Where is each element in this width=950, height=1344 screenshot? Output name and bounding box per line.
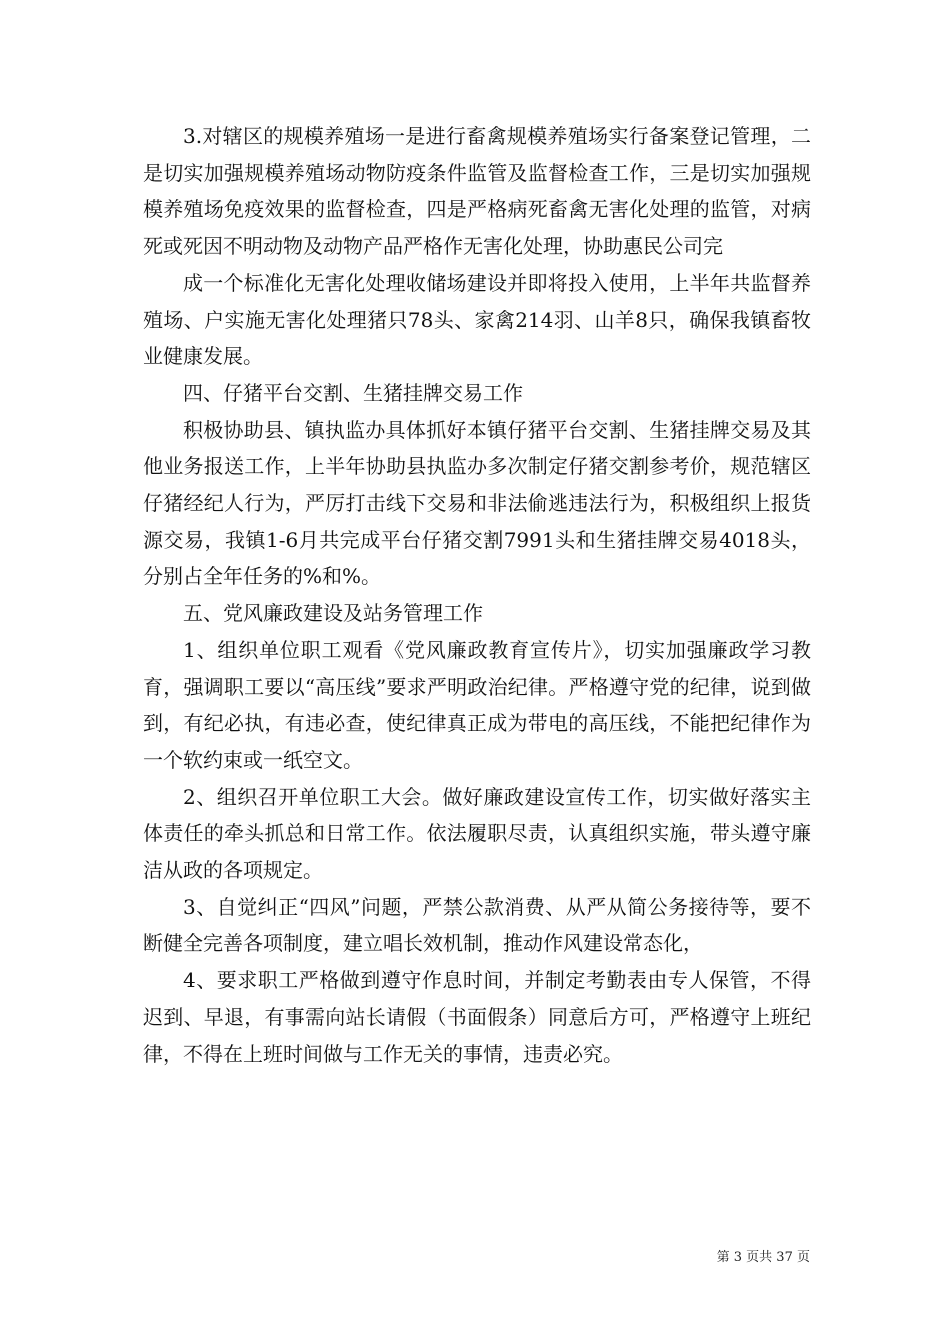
footer-middle: 页共	[746, 1250, 773, 1265]
page-number-footer	[650, 1246, 810, 1265]
paragraph-section-4: 积极协助县、镇执监办具体抓好本镇仔猪平台交割、生猪挂牌交易及其他业务报送工作，上半年协助县执监办多次制定仔猪交割参考价，规范辖区仔猪经纪人行为，严厉打击线下交易和非法偷逃违法行为，积极组织上报货源交易，我镇1-6月共完成平台仔猪交割7991头和生猪挂牌交易4018头，分别占全年任务的%和%。	[143, 417, 811, 589]
paragraph-item-4: 4、要求职工严格做到遵守作息时间，并制定考勤表由专人保管，不得迟到、早退，有事需向站长请假（书面假条）同意后方可，严格遵守上班纪律，不得在上班时间做与工作无关的事情，违责必究。	[143, 968, 811, 1066]
section-heading-5: 五、党风廉政建设及站务管理工作	[183, 601, 483, 626]
footer-current-page: 3	[733, 1250, 742, 1265]
footer-suffix: 页	[796, 1250, 810, 1265]
footer-prefix: 第	[716, 1250, 730, 1265]
footer-total-pages: 37	[776, 1250, 793, 1265]
paragraph-item-2: 2、组织召开单位职工大会。做好廉政建设宣传工作，切实做好落实主体责任的牵头抓总和日常工作。依法履职尽责，认真组织实施，带头遵守廉洁从政的各项规定。	[143, 784, 811, 883]
section-heading-4: 四、仔猪平台交割、生猪挂牌交易工作	[183, 380, 523, 405]
document-body	[143, 118, 811, 1072]
paragraph-continuation: 成一个标准化无害化处理收储场建设并即将投入使用，上半年共监督养殖场、户实施无害化处理猪只78头、家禽214羽、山羊8只，确保我镇畜牧业健康发展。	[143, 270, 811, 369]
paragraph-item-3: 3.对辖区的规模养殖场一是进行畜禽规模养殖场实行备案登记管理，二是切实加强规模养殖场动物防疫条件监管及监督检查工作，三是切实加强规模养殖场免疫效果的监督检查，四是严格病死畜禽无害化处理的监管，对病死或死因不明动物及动物产品严格作无害化处理，协助惠民公司完	[143, 124, 811, 259]
paragraph-item-3b: 3、自觉纠正“四风”问题，严禁公款消费、从严从简公务接待等，要不断健全完善各项制度，建立唱长效机制，推动作风建设常态化，	[143, 894, 811, 956]
paragraph-item-1: 1、组织单位职工观看《党风廉政教育宣传片》，切实加强廉政学习教育，强调职工要以“高压线”要求严明政治纪律。严格遵守党的纪律，说到做到，有纪必执，有违必查，使纪律真正成为带电的高压线，不能把纪律作为一个软约束或一纸空文。	[143, 637, 811, 772]
